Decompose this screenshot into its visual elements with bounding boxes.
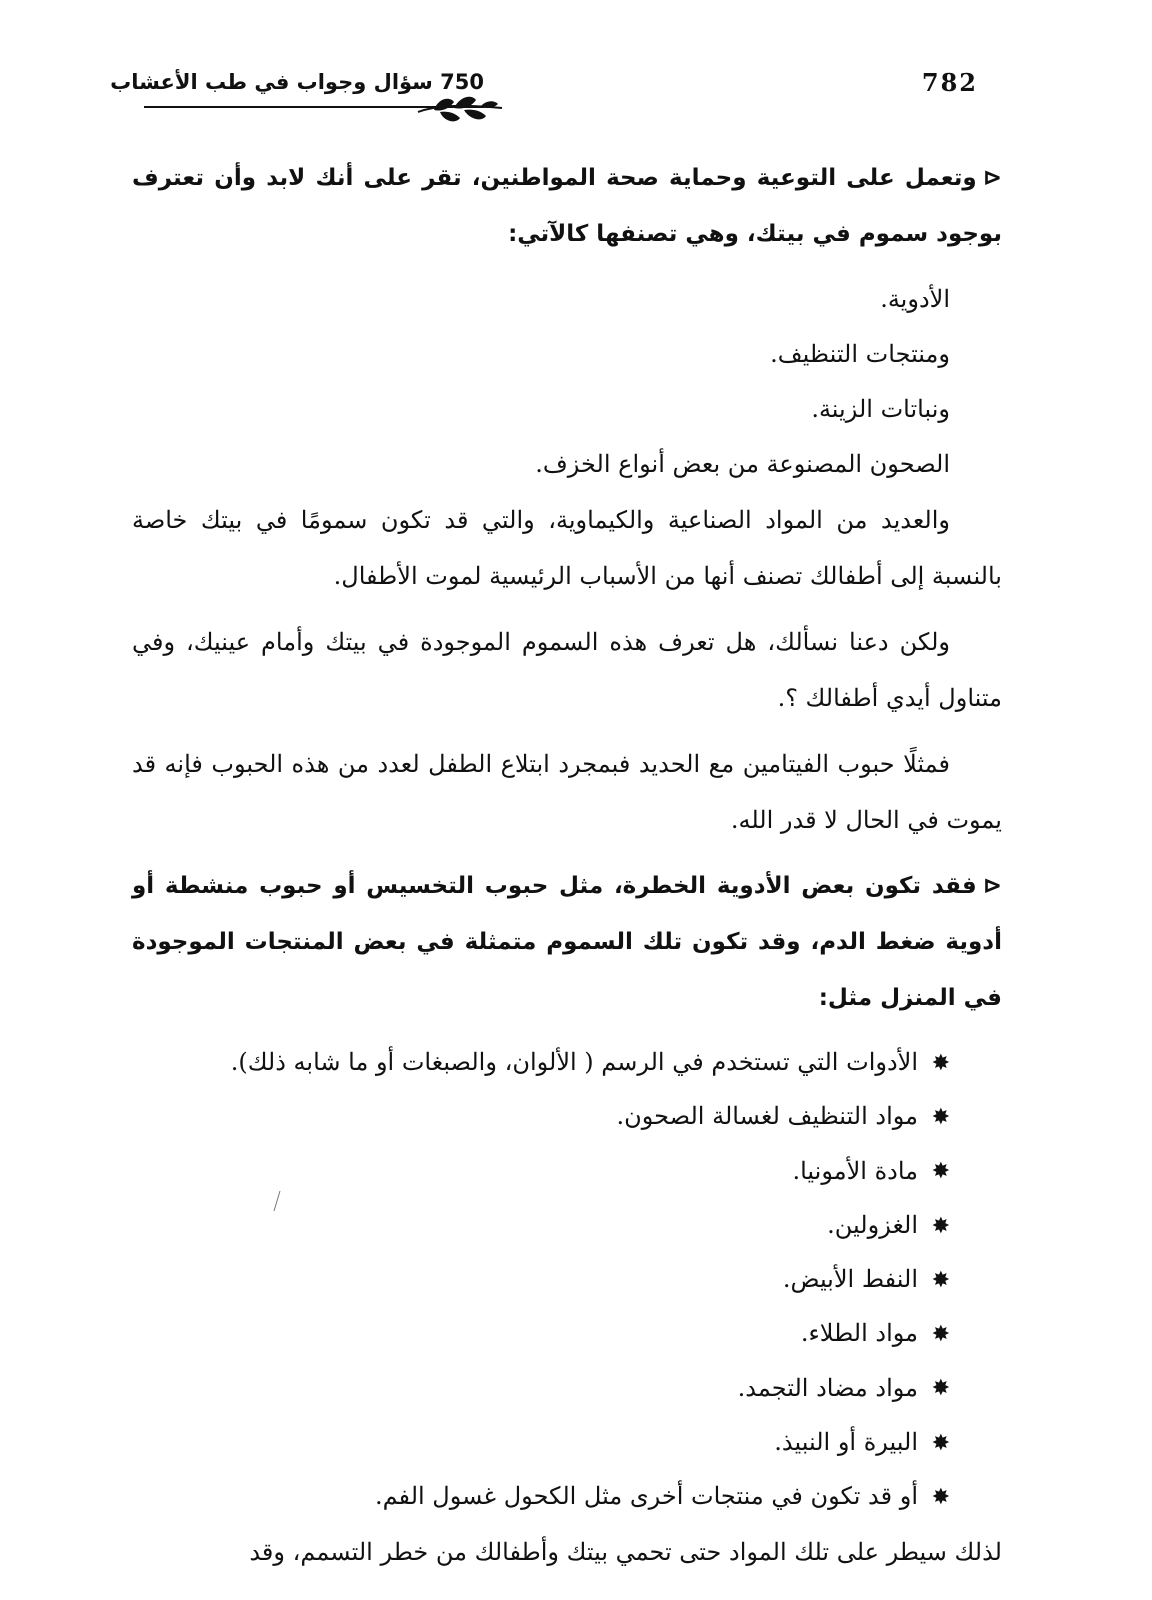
- list-item: [132, 1362, 950, 1416]
- paragraph-text: والعديد من المواد الصناعية والكيماوية، والتي قد تكون سمومًا في بيتك خاصة بالنسبة إلى أطفالك تصنف أنها من الأسباب الرئيسية لموت الأطفال.: [132, 506, 1002, 590]
- dangerous-drugs-paragraph: [132, 858, 1002, 1026]
- star-bullet-icon: ✸: [931, 1430, 950, 1456]
- list-item-text: مواد الطلاء.: [800, 1319, 918, 1348]
- list-item: [132, 1416, 950, 1470]
- list-item: [132, 1036, 950, 1090]
- question-paragraph: [132, 614, 1002, 726]
- paragraph-text: فقد تكون بعض الأدوية الخطرة، مثل حبوب التخسيس أو حبوب منشطة أو أدوية ضغط الدم، وقد تكون تلك السموم متمثلة في بعض المنتجات الموجودة في المنزل مثل:: [132, 873, 1002, 1011]
- list-item: [132, 1307, 950, 1361]
- page-body: [132, 150, 1002, 1590]
- paragraph-text: لذلك سيطر على تلك المواد حتى تحمي بيتك وأطفالك من خطر التسمم، وقد: [249, 1538, 1002, 1567]
- list-item-text: النفط الأبيض.: [782, 1265, 918, 1293]
- star-bullet-icon: ✸: [931, 1322, 950, 1347]
- page-number: 782: [921, 68, 978, 97]
- star-bullet-icon: ✸: [931, 1050, 950, 1076]
- paragraph-marker-icon: ⊲: [982, 165, 1002, 191]
- list-item-text: مواد التنظيف لغسالة الصحون.: [616, 1102, 918, 1131]
- category-item: الصحون المصنوعة من بعض أنواع الخزف.: [535, 450, 950, 478]
- leaf-ornament-icon: [414, 92, 506, 126]
- star-bullet-icon: ✸: [931, 1105, 950, 1130]
- category-item: ونباتات الزينة.: [811, 395, 950, 423]
- home-categories: [132, 272, 1002, 492]
- list-item: [132, 1470, 950, 1524]
- list-item-text: الأدوات التي تستخدم في الرسم ( الألوان، والصبغات أو ما شابه ذلك).: [230, 1048, 918, 1076]
- star-bullet-icon: ✸: [931, 1267, 950, 1293]
- list-item-text: مادة الأمونيا.: [792, 1156, 918, 1185]
- running-header: [110, 64, 990, 134]
- list-item: [132, 1253, 950, 1307]
- star-bullet-icon: ✸: [931, 1376, 950, 1402]
- paragraph-text: فمثلًا حبوب الفيتامين مع الحديد فبمجرد ابتلاع الطفل لعدد من هذه الحبوب فإنه قد يموت في الحال لا قدر الله.: [132, 750, 1002, 834]
- list-item-text: مواد مضاد التجمد.: [737, 1373, 918, 1402]
- list-item-text: البيرة أو النبيذ.: [774, 1427, 918, 1456]
- stray-pen-mark: [272, 1190, 282, 1212]
- intro-text: وتعمل على التوعية وحماية صحة المواطنين، تقر على أنك لابد وأن تعترف بوجود سموم في بيتك، وهي تصنفها كالآتي:: [132, 165, 1002, 247]
- category-item: الأدوية.: [880, 285, 950, 313]
- list-item-text: أو قد تكون في منتجات أخرى مثل الكحول غسول الفم.: [374, 1482, 918, 1510]
- closing-paragraph: [132, 1524, 1002, 1580]
- household-items-list: [132, 1036, 1002, 1524]
- vitamin-paragraph: [132, 736, 1002, 848]
- book-title: 750 سؤال وجواب في طب الأعشاب: [110, 70, 484, 94]
- category-item: ومنتجات التنظيف.: [770, 340, 950, 368]
- paragraph-text: ولكن دعنا نسألك، هل تعرف هذه السموم الموجودة في بيتك وأمام عينيك، وفي متناول أيدي أطفالك ؟.: [132, 628, 1002, 712]
- list-item-text: الغزولين.: [827, 1210, 918, 1239]
- list-item: [132, 1145, 950, 1199]
- book-title-block: [110, 64, 484, 130]
- star-bullet-icon: ✸: [931, 1213, 950, 1239]
- paragraph-marker-icon: ⊲: [982, 873, 1002, 899]
- star-bullet-icon: ✸: [931, 1159, 950, 1185]
- star-bullet-icon: ✸: [931, 1484, 950, 1510]
- list-item: [132, 1199, 950, 1253]
- intro-paragraph: [132, 150, 1002, 262]
- list-item: [132, 1090, 950, 1144]
- industrial-materials-paragraph: [132, 492, 1002, 604]
